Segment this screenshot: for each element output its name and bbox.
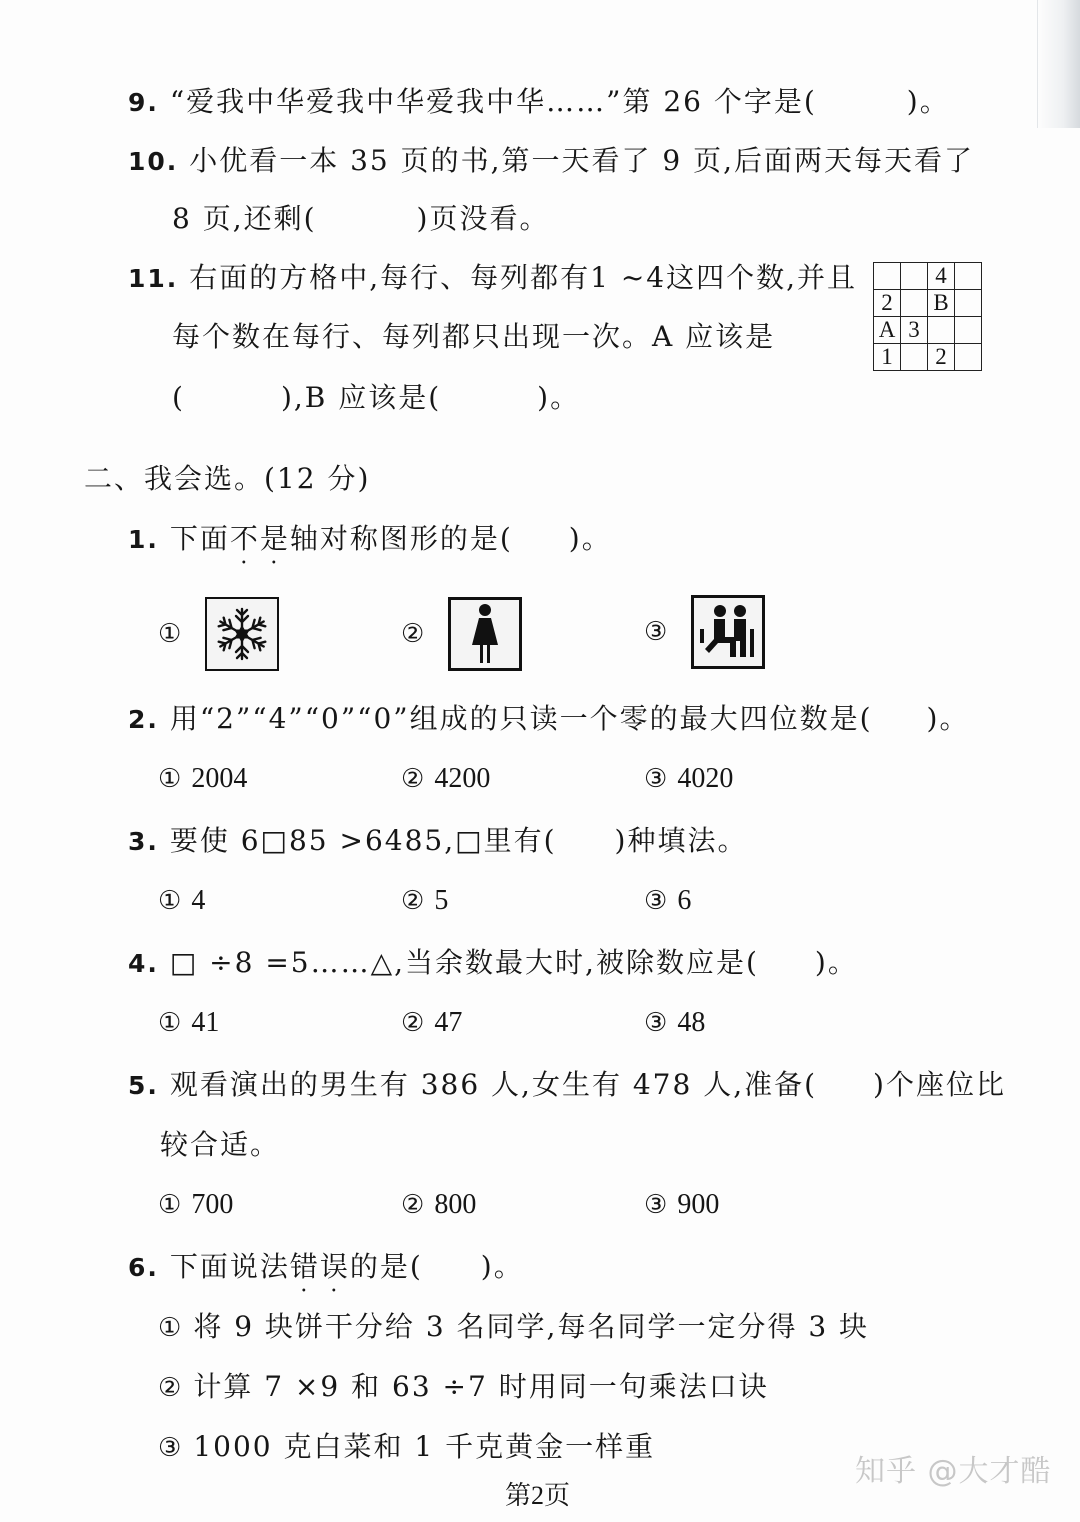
question-11-line-3 (172, 378, 580, 418)
choice-question-2 (128, 699, 969, 740)
choice-question-6 (128, 1247, 524, 1288)
choice-question-1 (128, 519, 612, 560)
page-number: 第2页 (505, 1481, 571, 1510)
option-marker: ① (158, 1313, 184, 1343)
zhihu-watermark: 知乎 @大才酷 (855, 1454, 1052, 1489)
question-text: 用“2”“4”“0”“0”组成的只读一个零的最大四位数是( (169, 702, 873, 735)
grid-row (874, 263, 982, 290)
option-marker: ③ (644, 1008, 668, 1038)
option-marker: ① (158, 886, 182, 916)
grid-cell: A (874, 317, 901, 344)
option-1[interactable] (158, 1185, 233, 1225)
option-value: 计算 7 ×9 和 63 ÷7 时用同一句乘法口诀 (193, 1370, 769, 1403)
question-text: 每个数在每行、每列都只出现一次。A 应该是 (172, 320, 776, 353)
option-3[interactable] (644, 1185, 719, 1225)
question-text: 下面说法 (169, 1250, 290, 1283)
emphasis-dot-char: 错 (289, 1250, 320, 1283)
question-number: 4. (128, 949, 159, 978)
option-2[interactable] (401, 881, 448, 921)
question-text: 下面 (169, 522, 230, 555)
grid-cell (955, 290, 982, 317)
question-text: ( (172, 381, 185, 414)
question-number: 2. (128, 705, 159, 734)
question-text: 右面的方格中,每行、每列都有1 ~4这四个数,并且 (189, 261, 857, 294)
grid-cell (901, 263, 928, 290)
question-number: 1. (128, 525, 159, 554)
option-marker: ② (401, 764, 425, 794)
grid-cell (955, 317, 982, 344)
option-1[interactable] (158, 1307, 869, 1348)
question-11 (128, 258, 857, 299)
grid-cell (874, 263, 901, 290)
question-number: 10. (128, 147, 179, 176)
question-text: )个座位比 (873, 1068, 1006, 1101)
grid-cell (928, 317, 955, 344)
woman-icon (448, 597, 522, 671)
option-value: 6 (677, 885, 692, 916)
question-number: 5. (128, 1071, 159, 1100)
question-text: ),B 应该是( (280, 381, 442, 414)
option-1[interactable] (158, 759, 247, 799)
option-value: 4020 (677, 763, 734, 794)
option-marker: ② (401, 619, 425, 649)
question-number: 9. (128, 88, 159, 117)
question-number: 3. (128, 827, 159, 856)
grid-row (874, 344, 982, 371)
option-marker: ② (401, 1190, 425, 1220)
grid-cell: 4 (928, 263, 955, 290)
grid-cell (955, 344, 982, 371)
option-marker: ① (158, 619, 182, 649)
question-10-line-2 (172, 199, 549, 239)
question-text: 轴对称图形的是( (289, 522, 513, 555)
grid-cell (901, 290, 928, 317)
option-value: 4 (191, 885, 206, 916)
option-3[interactable] (158, 1427, 655, 1468)
grid-cell: 2 (928, 344, 955, 371)
option-marker: ① (158, 1008, 182, 1038)
grid-cell (955, 263, 982, 290)
option-value: 47 (434, 1007, 463, 1038)
question-text: 要使 6□85 >6485,□里有( (169, 824, 557, 857)
option-value: 5 (434, 885, 449, 916)
choice-question-5-line-2: 较合适。 (160, 1128, 281, 1161)
option-marker: ① (158, 1190, 182, 1220)
option-snowflake[interactable] (158, 597, 279, 671)
question-number: 11. (128, 264, 179, 293)
option-3[interactable] (644, 881, 691, 921)
question-text: )。 (480, 1250, 524, 1283)
question-text: 8 页,还剩( (172, 202, 317, 235)
option-value: 48 (677, 1007, 706, 1038)
option-2[interactable] (401, 1003, 462, 1043)
option-marker: ③ (644, 886, 668, 916)
option-marker: ② (401, 886, 425, 916)
grid-row (874, 290, 982, 317)
option-value: 2004 (191, 763, 248, 794)
grid-cell: 2 (874, 290, 901, 317)
option-2[interactable] (401, 1185, 476, 1225)
question-text: “爱我中华爱我中华爱我中华……”第 26 个字是( (169, 85, 817, 118)
option-value: 1000 克白菜和 1 千克黄金一样重 (193, 1430, 656, 1463)
question-text: 观看演出的男生有 386 人,女生有 478 人,准备( (169, 1068, 818, 1101)
grid-cell: 3 (901, 317, 928, 344)
page-edge-shadow (1037, 0, 1080, 128)
option-1[interactable] (158, 881, 205, 921)
option-value: 将 9 块饼干分给 3 名同学,每名同学一定分得 3 块 (193, 1310, 870, 1343)
option-3[interactable] (644, 759, 733, 799)
option-marker: ③ (644, 1190, 668, 1220)
option-marker: ② (158, 1373, 184, 1403)
number-grid (873, 262, 982, 371)
question-text: )。 (568, 522, 612, 555)
option-woman[interactable] (401, 597, 522, 671)
question-text: 的是( (349, 1250, 423, 1283)
option-marker: ① (158, 764, 182, 794)
option-2[interactable] (401, 759, 490, 799)
grid-row (874, 317, 982, 344)
question-text: )种填法。 (614, 824, 748, 857)
emphasis-dot-char: 误 (319, 1250, 350, 1283)
question-text: )。 (926, 702, 970, 735)
choice-question-4 (128, 943, 858, 984)
emphasis-dot-char: 不 (229, 522, 260, 555)
option-marker: ③ (644, 617, 668, 647)
grid-cell (901, 344, 928, 371)
question-text: □ ÷8 =5……△,当余数最大时,被除数应是( (169, 946, 759, 979)
option-2[interactable] (158, 1367, 769, 1408)
option-marker: ② (401, 1008, 425, 1038)
question-10 (128, 141, 974, 182)
option-value: 4200 (434, 763, 491, 794)
option-3[interactable] (644, 1003, 705, 1043)
snowflake-icon (205, 597, 279, 671)
question-text: )页没看。 (416, 202, 550, 235)
emphasis-dot-char: 是 (259, 522, 290, 555)
option-value: 41 (191, 1007, 220, 1038)
question-text: )。 (814, 946, 858, 979)
section-heading: 二、我会选。(12 分) (84, 462, 371, 495)
option-1[interactable] (158, 1003, 219, 1043)
seated-couple-icon (691, 595, 765, 669)
option-seated-couple[interactable] (644, 595, 765, 669)
option-value: 900 (677, 1189, 720, 1220)
option-marker: ③ (644, 764, 668, 794)
question-text: )。 (906, 85, 950, 118)
grid-cell: B (928, 290, 955, 317)
option-value: 800 (434, 1189, 477, 1220)
question-number: 6. (128, 1253, 159, 1282)
question-text: )。 (537, 381, 581, 414)
choice-question-5 (128, 1065, 1006, 1106)
question-text: 小优看一本 35 页的书,第一天看了 9 页,后面两天每天看了 (189, 144, 975, 177)
choice-question-3 (128, 821, 747, 862)
question-9 (128, 82, 950, 123)
grid-cell: 1 (874, 344, 901, 371)
option-value: 700 (191, 1189, 234, 1220)
question-11-line-2 (172, 317, 775, 357)
option-marker: ③ (158, 1433, 184, 1463)
